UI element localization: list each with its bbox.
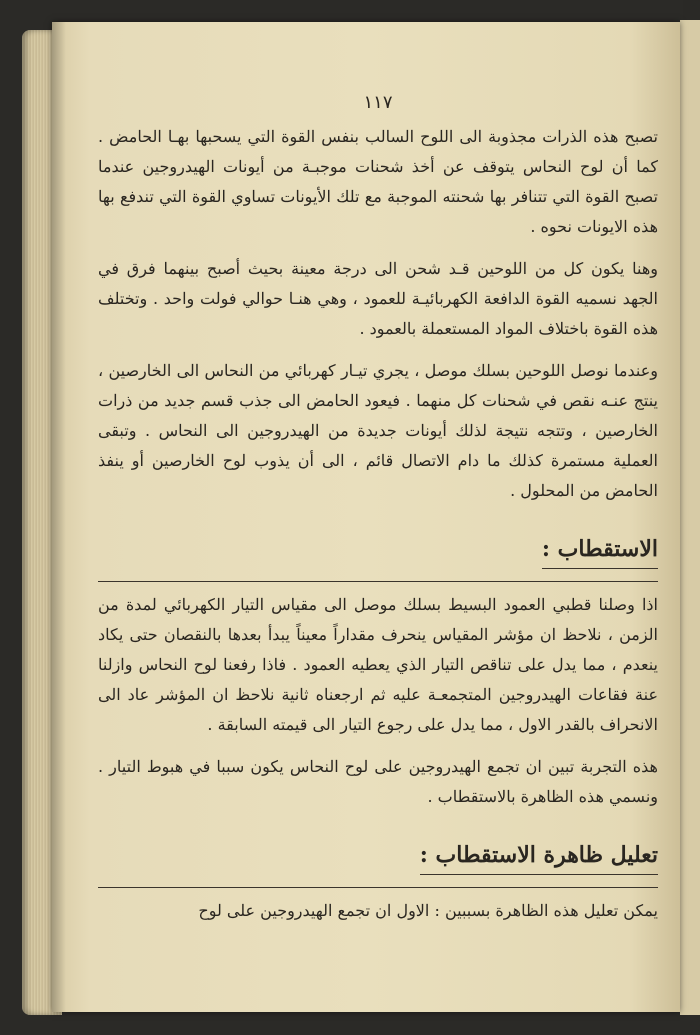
background-corner — [683, 0, 700, 20]
section-divider-2 — [98, 887, 658, 888]
next-page-edge — [680, 20, 700, 1015]
paragraph-1: تصبح هذه الذرات مجذوبة الى اللوح السالب بنفس القوة التي يسحبها بهـا الحامض . كما أن لوح النحاس يتوقف عن أخذ شحنات موجبـة من أيونات الهيدروجين عندما تصبح القوة التي تتنافر بها شحنته الموجبة مع تلك الأيونات تساوي القوة التي تندفع بها هذه الايونات نحوه . — [98, 127, 658, 236]
paragraph-6: يمكن تعليل هذه الظاهرة بسببين : الاول ان تجمع الهيدروجين على لوح — [198, 901, 658, 920]
section-heading-polarization: الاستقطاب : — [542, 532, 658, 569]
section-divider-1 — [98, 581, 658, 582]
paragraph-2: وهنا يكون كل من اللوحين قـد شحن الى درجة معينة بحيث أصبح بينهما فرق في الجهد نسميه القوة الدافعة الكهربائيـة للعمود ، وهي هنـا حوالي فولت واحد . وتختلف هذه القوة باختلاف المواد المستعملة بالعمود . — [98, 259, 659, 338]
paragraph-5: هذه التجربة تبين ان تجمع الهيدروجين على لوح النحاس يكون سببا في هبوط التيار . ونسمي هذه الظاهرة بالاستقطاب . — [98, 757, 658, 806]
heading-row-2 — [98, 824, 658, 881]
heading-row-1 — [98, 518, 658, 575]
page-number: ١١٧ — [363, 92, 393, 113]
page-text — [98, 90, 658, 938]
paragraph-3: وعندما نوصل اللوحين بسلك موصل ، يجري تيـار كهربائي من النحاس الى الخارصين ، ينتج عنـه نقص في شحنات كل منهما . فيعود الحامض الى جذب قسم جديد من ذرات الخارصين ، وتتجه نتيجة لذلك أيونات جديدة من الهيدروجين الى النحاس . وتبقى العملية مستمرة كذلك ما دام الاتصال قائم ، الى أن يذوب لوح الخارصين أو ينفذ الحامض من المحلول . — [98, 361, 658, 500]
paragraph-4: اذا وصلنا قطبي العمود البسيط بسلك موصل الى مقياس التيار الكهربائي لمدة من الزمن ، نلاحظ ان مؤشر المقياس ينحرف مقداراً معيناً يبدأ بعدها بالنقصان حتى يكاد ينعدم ، مما يدل على تناقص التيار الذي يعطيه العمود . فاذا رفعنا لوح النحاس وازلنا عنة فقاعات الهيدروجين المتجمعـة عليه ثم ارجعناه ثانية نلاحظ ان المؤشر عاد الى الانحراف بالقدر الاول ، مما يدل على رجوع التيار الى قيمته السابقة . — [98, 595, 658, 734]
page-gutter-shadow — [52, 22, 66, 1012]
section-heading-explanation: تعليل ظاهرة الاستقطاب : — [420, 838, 658, 875]
